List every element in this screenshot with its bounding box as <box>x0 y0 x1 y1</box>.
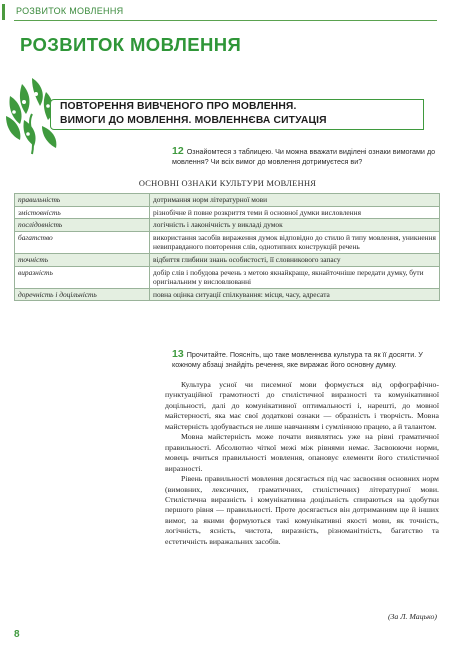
exercise-text: Ознайомтеся з таблицею. Чи можна вважати виділені ознаки вимогами до мовлення? Чи всіх вимог до мовлення дотримуєтеся ви? <box>172 147 436 166</box>
running-header-text: РОЗВИТОК МОВЛЕННЯ <box>16 6 124 16</box>
running-header <box>0 0 455 22</box>
feature-description: відбиття глибини знань особистості, її словникового запасу <box>150 253 440 266</box>
exercise-text: Прочитайте. Поясніть, що таке мовленнєва культура та як її досягти. У кожному абзаці знайдіть речення, яке виражає його основну думку. <box>172 350 423 369</box>
banner-line-2: ВИМОГИ ДО МОВЛЕННЯ. МОВЛЕННЄВА СИТУАЦІЯ <box>60 115 327 126</box>
header-rule <box>14 20 437 21</box>
feature-name: правильність <box>15 194 150 207</box>
feature-description: дотримання норм літературної мови <box>150 194 440 207</box>
feature-description: логічність і лаконічність у викладі думок <box>150 219 440 232</box>
paragraph: Культура усної чи писемної мови формується від орфографічно-пунктуаційної грамотності до стилістичної виразності та комунікативної доцільності, далі до комунікативної оптимальності і, нарешті, до мовної майстерності, яка має свої додаткові ознаки — образність і творчість. Мовна майстерність здобувається не лише навчанням і сумлінною працею, а й талантом. <box>165 380 439 431</box>
source-attribution: (За Л. Мацько) <box>387 612 437 621</box>
table-row <box>15 194 440 207</box>
feature-description: повна оцінка ситуації спілкування: місця, часу, адресата <box>150 288 440 301</box>
feature-name: змістовність <box>15 206 150 219</box>
feature-name: доречність і доцільність <box>15 288 150 301</box>
table-row <box>15 206 440 219</box>
page-number: 8 <box>14 629 20 640</box>
table-row <box>15 288 440 301</box>
feature-description: використання засобів вираження думок відповідно до стилю й типу мовлення, уникнення невиправданого повторення слів, однотипних конструкцій речень <box>150 231 440 253</box>
table-row <box>15 219 440 232</box>
feature-description: різнобічне й повне розкриття теми й основної думки висловлення <box>150 206 440 219</box>
table-row <box>15 231 440 253</box>
section-title: РОЗВИТОК МОВЛЕННЯ <box>20 34 242 55</box>
feature-name: багатство <box>15 231 150 253</box>
feature-name: виразність <box>15 266 150 288</box>
table-caption: ОСНОВНІ ОЗНАКИ КУЛЬТУРИ МОВЛЕННЯ <box>138 179 317 188</box>
feature-name: послідовність <box>15 219 150 232</box>
feature-name: точність <box>15 253 150 266</box>
exercise-number: 13 <box>172 348 184 360</box>
table-row <box>15 266 440 288</box>
topic-banner <box>46 99 424 130</box>
exercise-13 <box>172 349 440 370</box>
table-row <box>15 253 440 266</box>
exercise-number: 12 <box>172 145 184 157</box>
paragraph: Мовна майстерність може почати виявлятись уже на рівні граматичної правильності. Абсолютно чіткої межі між рівнями немає. Засвоюючи норми, мовець вчиться правильності мовлення, опановує елементи його стилістичної виразності. <box>165 432 439 473</box>
banner-line-1: ПОВТОРЕННЯ ВИВЧЕНОГО ПРО МОВЛЕННЯ. <box>60 101 297 112</box>
header-accent-bar <box>2 4 5 20</box>
reading-text <box>165 380 439 547</box>
culture-features-table <box>14 193 440 301</box>
exercise-12 <box>172 146 438 167</box>
feature-description: добір слів і побудова речень з метою якнайкраще, якнайточніше передати думку, бути оригінальним у висловлюванні <box>150 266 440 288</box>
paragraph: Рівень правильності мовлення досягається під час засвоєння основних норм (вимовних, лексичних, граматичних, стилістичних) літературної мови. Стилістична виразність і комунікативна доцільність спираються на здобутки першого рівня — правильності. Проте досягається він дотриманням ще й інших вимог, за якими формуються такі комунікативні якості мови, як точність, логічність, ясність, чистота, виразність, різноманітність, багатство та естетичність виражальних засобів. <box>165 474 439 546</box>
